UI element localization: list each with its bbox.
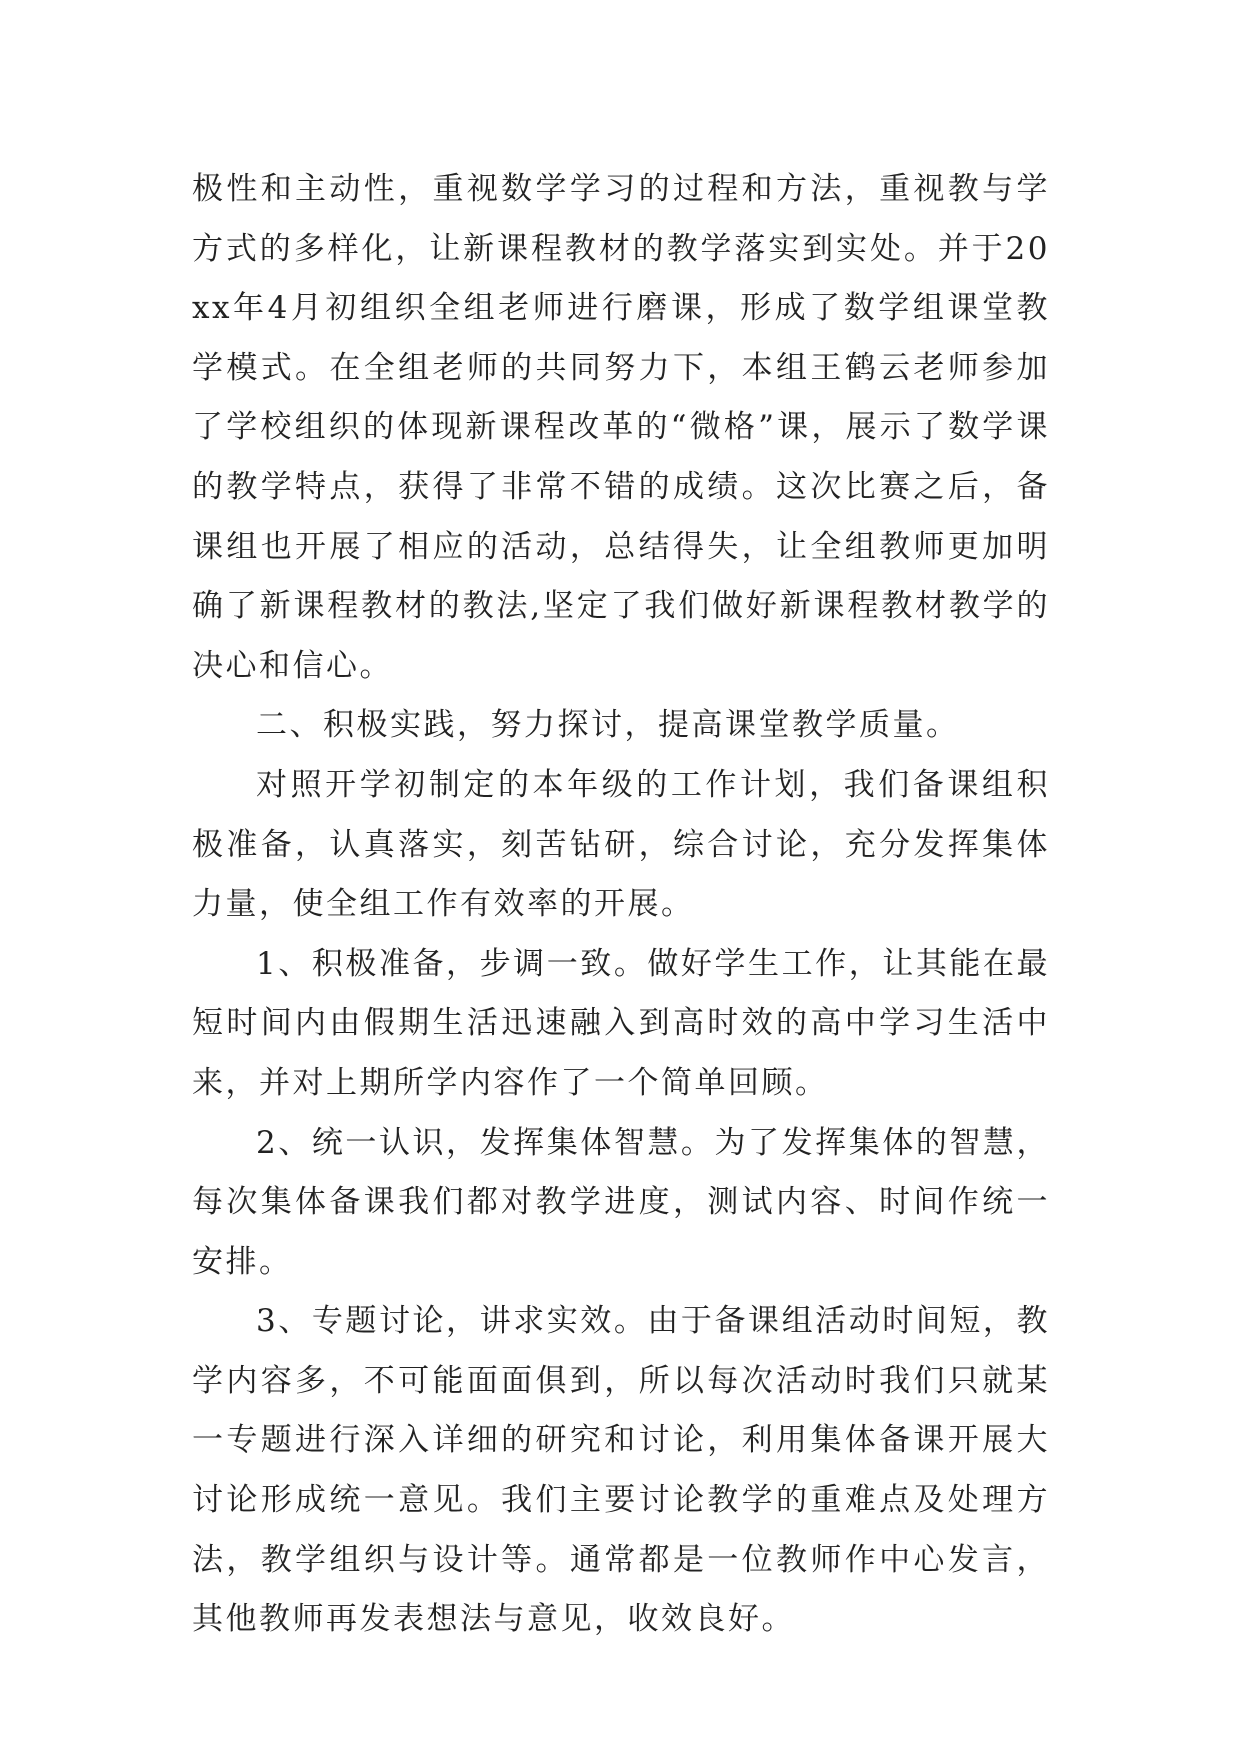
list-item-2: 2、统一认识，发挥集体智慧。为了发挥集体的智慧，每次集体备课我们都对教学进度，测试内容、时间作统一安排。: [192, 1124, 1050, 1280]
list-item-1: 1、积极准备，步调一致。做好学生工作，让其能在最短时间内由假期生活迅速融入到高时效的高中学习生活中来，并对上期所学内容作了一个简单回顾。: [192, 945, 1050, 1101]
paragraph-continued: 极性和主动性，重视数学学习的过程和方法，重视教与学方式的多样化，让新课程教材的教学落实到实处。并于20xx年4月初组织全组老师进行磨课，形成了数学组课堂教学模式。在全组老师的共同努力下，本组王鹤云老师参加了学校组织的体现新课程改革的“微格”课，展示了数学课的教学特点，获得了非常不错的成绩。这次比赛之后，备课组也开展了相应的活动，总结得失，让全组教师更加明确了新课程教材的教法,坚定了我们做好新课程教材教学的决心和信心。: [192, 171, 1050, 684]
section-heading: 二、积极实践，努力探讨，提高课堂教学质量。: [256, 707, 960, 744]
list-item-3: 3、专题讨论，讲求实效。由于备课组活动时间短，教学内容多，不可能面面俱到，所以每次活动时我们只就某一专题进行深入详细的研究和讨论，利用集体备课开展大讨论形成统一意见。我们主要讨论教学的重难点及处理方法，教学组织与设计等。通常都是一位教师作中心发言，其他教师再发表想法与意见，收效良好。: [192, 1303, 1050, 1638]
paragraph: 对照开学初制定的本年级的工作计划，我们备课组积极准备，认真落实，刻苦钻研，综合讨论，充分发挥集体力量，使全组工作有效率的开展。: [192, 766, 1050, 923]
document-body: [192, 160, 1050, 1650]
